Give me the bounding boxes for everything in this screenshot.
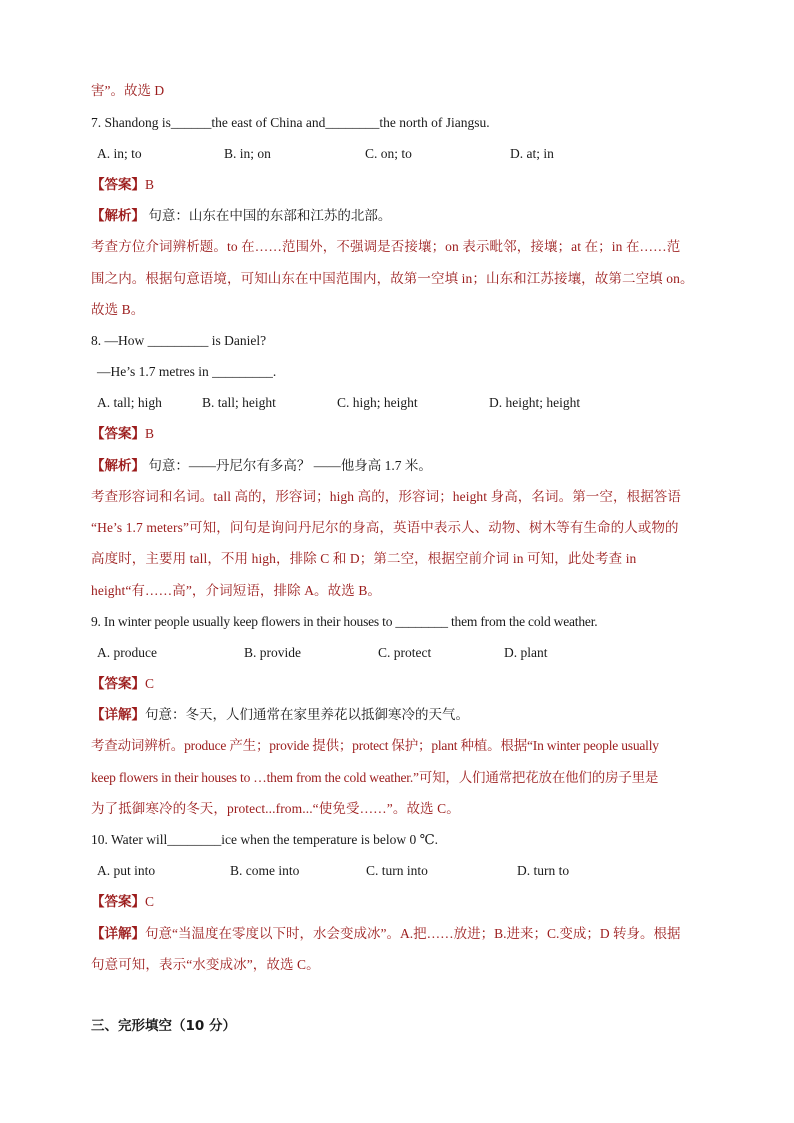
- q8-option-a: A. tall; high: [97, 395, 162, 410]
- question-8-stem-2: —He’s 1.7 metres in _________.: [97, 364, 277, 379]
- q7-explanation-line-3: 故选 B。: [91, 302, 145, 317]
- meaning-text: 句意“当温度在零度以下时，水会变成冰”。A.把……放进；B.进来；C.变成；D 转身。根据: [145, 926, 681, 941]
- q8-analysis: [91, 456, 432, 476]
- q9-explanation-line-2: keep flowers in their houses to …them from the cold weather.”可知，人们通常把花放在他们的房子里是: [91, 770, 659, 785]
- q10-answer: [91, 892, 154, 912]
- previous-answer-tail: 害”。故选 D: [91, 83, 165, 98]
- q8-answer: [91, 424, 154, 444]
- analysis-tag: 【详解】: [91, 707, 145, 722]
- q7-explanation-line-2: 围之内。根据句意语境，可知山东在中国范围内，故第一空填 in；山东和江苏接壤，故第二空填 on。: [91, 271, 694, 286]
- meaning-text: 句意：——丹尼尔有多高？ ——他身高 1.7 米。: [145, 458, 432, 473]
- answer-value: B: [145, 426, 155, 441]
- meaning-text: 句意：山东在中国的东部和江苏的北部。: [145, 208, 392, 223]
- q7-analysis: [91, 206, 391, 226]
- question-7-stem: 7. Shandong is______the east of China and________the north of Jiangsu.: [91, 115, 490, 130]
- q9-option-c: C. protect: [378, 645, 432, 660]
- q8-option-b: B. tall; height: [202, 395, 276, 410]
- q8-explanation-line-1: 考查形容词和名词。tall 高的，形容词；high 高的，形容词；height 身高，名词。第一空，根据答语: [91, 489, 682, 504]
- answer-tag: 【答案】: [91, 426, 145, 441]
- answer-value: C: [145, 894, 155, 909]
- q7-option-b: B. in; on: [224, 146, 271, 161]
- q8-option-d: D. height; height: [489, 395, 581, 410]
- q9-option-a: A. produce: [97, 645, 157, 660]
- q8-explanation-line-4: height“有……高”，介词短语，排除 A。故选 B。: [91, 583, 382, 598]
- q10-option-d: D. turn to: [517, 863, 570, 878]
- q9-answer: [91, 674, 154, 694]
- q10-option-c: C. turn into: [366, 863, 428, 878]
- q7-option-a: A. in; to: [97, 146, 142, 161]
- q9-explanation-line-1: 考查动词辨析。produce 产生；provide 提供；protect 保护；plant 种植。根据“In winter people usually: [91, 738, 659, 753]
- question-10-stem: 10. Water will________ice when the temperature is below 0 ℃.: [91, 832, 439, 847]
- analysis-tag: 【解析】: [91, 458, 145, 473]
- q10-option-b: B. come into: [230, 863, 300, 878]
- answer-tag: 【答案】: [91, 676, 145, 691]
- q9-option-d: D. plant: [504, 645, 548, 660]
- answer-value: B: [145, 177, 155, 192]
- q9-explanation-line-3: 为了抵御寒冷的冬天，protect...from...“使免受……”。故选 C。: [91, 801, 460, 816]
- question-8-stem: 8. —How _________ is Daniel?: [91, 333, 267, 348]
- q8-option-c: C. high; height: [337, 395, 418, 410]
- analysis-tag: 【详解】: [91, 926, 145, 941]
- q7-explanation-line-1: 考查方位介词辨析题。to 在……范围外，不强调是否接壤；on 表示毗邻，接壤；at 在；in 在……范: [91, 239, 681, 254]
- section-title: 三、完形填空（10 分）: [91, 1018, 236, 1034]
- answer-tag: 【答案】: [91, 894, 145, 909]
- q10-explanation-line-1: 句意可知，表示“水变成冰”，故选 C。: [91, 957, 320, 972]
- q8-explanation-line-3: 高度时，主要用 tall，不用 high，排除 C 和 D；第二空，根据空前介词 in 可知，此处考查 in: [91, 551, 637, 566]
- answer-value: C: [145, 676, 155, 691]
- q10-option-a: A. put into: [97, 863, 156, 878]
- q10-analysis: [91, 924, 681, 944]
- question-9-stem: 9. In winter people usually keep flowers in their houses to ________ them from the cold weather.: [91, 614, 598, 629]
- analysis-tag: 【解析】: [91, 208, 145, 223]
- q7-option-d: D. at; in: [510, 146, 554, 161]
- answer-tag: 【答案】: [91, 177, 145, 192]
- q7-answer: [91, 175, 154, 195]
- q9-option-b: B. provide: [244, 645, 301, 660]
- q7-option-c: C. on; to: [365, 146, 412, 161]
- meaning-text: 句意：冬天，人们通常在家里养花以抵御寒冷的天气。: [145, 707, 469, 722]
- q8-explanation-line-2: “He’s 1.7 meters”可知，问句是询问丹尼尔的身高，英语中表示人、动物、树木等有生命的人或物的: [91, 520, 679, 535]
- q9-analysis: [91, 705, 469, 725]
